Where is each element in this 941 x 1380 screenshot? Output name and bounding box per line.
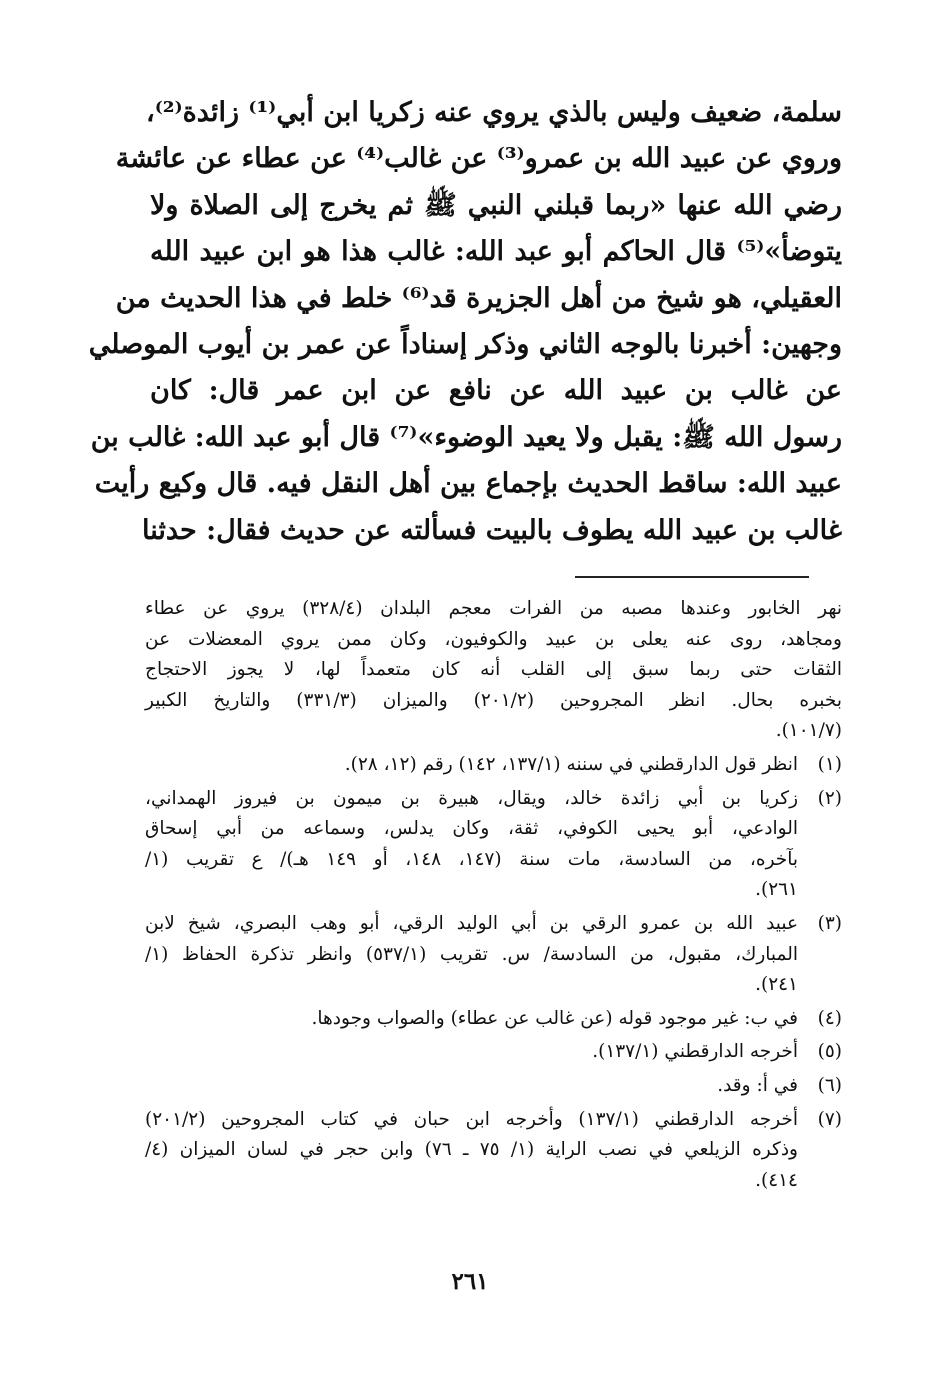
- text-line: يتوضأ»⁽⁵⁾ قال الحاكم أبو عبد الله: غالب هذا هو ابن عبيد الله: [150, 236, 842, 268]
- footnote-7: [145, 1105, 842, 1197]
- text-line: غالب بن عبيد الله يطوف بالبيت فسألته عن حديث فقال: حدثنا: [142, 514, 842, 546]
- footnote-line: أخرجه الدارقطني (١٣٧/١) وأخرجه ابن حبان في كتاب المجروحين (٢٠١/٢): [145, 1108, 798, 1130]
- footnote-number: (٤): [817, 1007, 842, 1029]
- footnote-line: انظر قول الدارقطني في سننه (١٣٧/١، ١٤٢) رقم (١٢، ٢٨).: [344, 753, 798, 775]
- footnote-line: ومجاهد، روى عنه يعلى بن عبيد والكوفيون، وكان ممن يروي المعضلات عن: [145, 628, 842, 650]
- footnote-line: في ب: غير موجود قوله (عن غالب عن عطاء) والصواب وجودها.: [311, 1007, 798, 1029]
- footnote-4: [145, 1004, 842, 1035]
- footnote-3: [145, 909, 842, 1001]
- text-line: عبيد الله: ساقط الحديث بإجماع بين أهل النقل فيه. قال وكيع رأيت: [94, 468, 842, 500]
- footnote-divider: [575, 576, 809, 578]
- footnote-line: الوادعي، أبو يحيى الكوفي، ثقة، وكان يدلس، وسماعه من أبي إسحاق: [145, 818, 798, 840]
- footnote-2: [145, 784, 842, 906]
- footnote-line: عبيد الله بن عمرو الرقي بن أبي الوليد الرقي، أبو وهب البصري، شيخ لابن: [145, 912, 798, 934]
- text-line: رضي الله عنها «ربما قبلني النبي ﷺ ثم يخرج إلى الصلاة ولا: [150, 189, 842, 221]
- text-line: رسول الله ﷺ: يقبل ولا يعيد الوضوء»⁽⁷⁾ قال أبو عبد الله: غالب بن: [90, 421, 842, 453]
- footnote-number: (٣): [817, 912, 842, 934]
- footnote-line: أخرجه الدارقطني (١٣٧/١).: [592, 1041, 798, 1063]
- footnote-line: وذكره الزيلعي في نصب الراية (١/ ٧٥ ـ ٧٦) وابن حجر في لسان الميزان (٤/: [145, 1139, 798, 1161]
- footnote-line: ٢٤١).: [755, 974, 798, 996]
- footnote-line: الثقات حتى ربما سبق إلى القلب أنه كان متعمداً لها، لا يجوز الاحتجاج: [145, 659, 842, 681]
- page-number: ٢٦١: [451, 1268, 489, 1295]
- footnote-number: (٧): [817, 1108, 842, 1130]
- footnote-line: نهر الخابور وعندها مصبه من الفرات معجم البلدان (٣٢٨/٤) يروي عن عطاء: [145, 598, 842, 619]
- footnote-number: (٢): [817, 787, 842, 809]
- footnote-6: [145, 1071, 842, 1102]
- footnotes-section: [145, 594, 842, 1196]
- footnote-line: بخبره بحال. انظر المجروحين (٢٠١/٢) والميزان (٣٣١/٣) والتاريخ الكبير: [145, 689, 842, 711]
- text-line: وجهين: أخبرنا بالوجه الثاني وذكر إسناداً عن عمر بن أيوب الموصلي: [88, 328, 842, 360]
- footnote-line: بآخره، من السادسة، مات سنة (١٤٧، ١٤٨، أو ١٤٩ هـ)/ ع تقريب (١/: [145, 848, 798, 870]
- text-line: وروي عن عبيد الله بن عمرو⁽³⁾ عن غالب⁽⁴⁾ عن عطاء عن عائشة: [115, 143, 842, 175]
- footnote-line: المبارك، مقبول، من السادسة/ س. تقريب (٥٣٧/١) وانظر تذكرة الحفاظ (١/: [145, 943, 798, 965]
- footnote-5: [145, 1037, 842, 1068]
- text-line: عن غالب بن عبيد الله عن نافع عن ابن عمر قال: كان: [150, 375, 842, 407]
- footnote-line: زكريا بن أبي زائدة خالد، ويقال، هبيرة بن ميمون بن فيروز الهمداني،: [145, 787, 798, 809]
- footnote-line: (١٠١/٧).: [775, 720, 842, 742]
- text-line: العقيلي، هو شيخ من أهل الجزيرة قد⁽⁶⁾ خلط في هذا الحديث من: [115, 282, 842, 314]
- footnote-line: ٤١٤).: [755, 1169, 798, 1191]
- footnote-number: (٦): [817, 1074, 842, 1096]
- footnote-line: في أ: وقد.: [717, 1074, 798, 1096]
- main-text-block: [88, 90, 842, 554]
- text-line: سلمة، ضعيف وليس بالذي يروي عنه زكريا ابن أبي⁽¹⁾ زائدة⁽²⁾،: [146, 97, 842, 128]
- footnote-number: (١): [817, 753, 842, 775]
- continued-footnote: [145, 594, 842, 747]
- footnote-number: (٥): [817, 1041, 842, 1063]
- footnote-line: ٢٦١).: [755, 879, 798, 901]
- footnote-1: [145, 750, 842, 781]
